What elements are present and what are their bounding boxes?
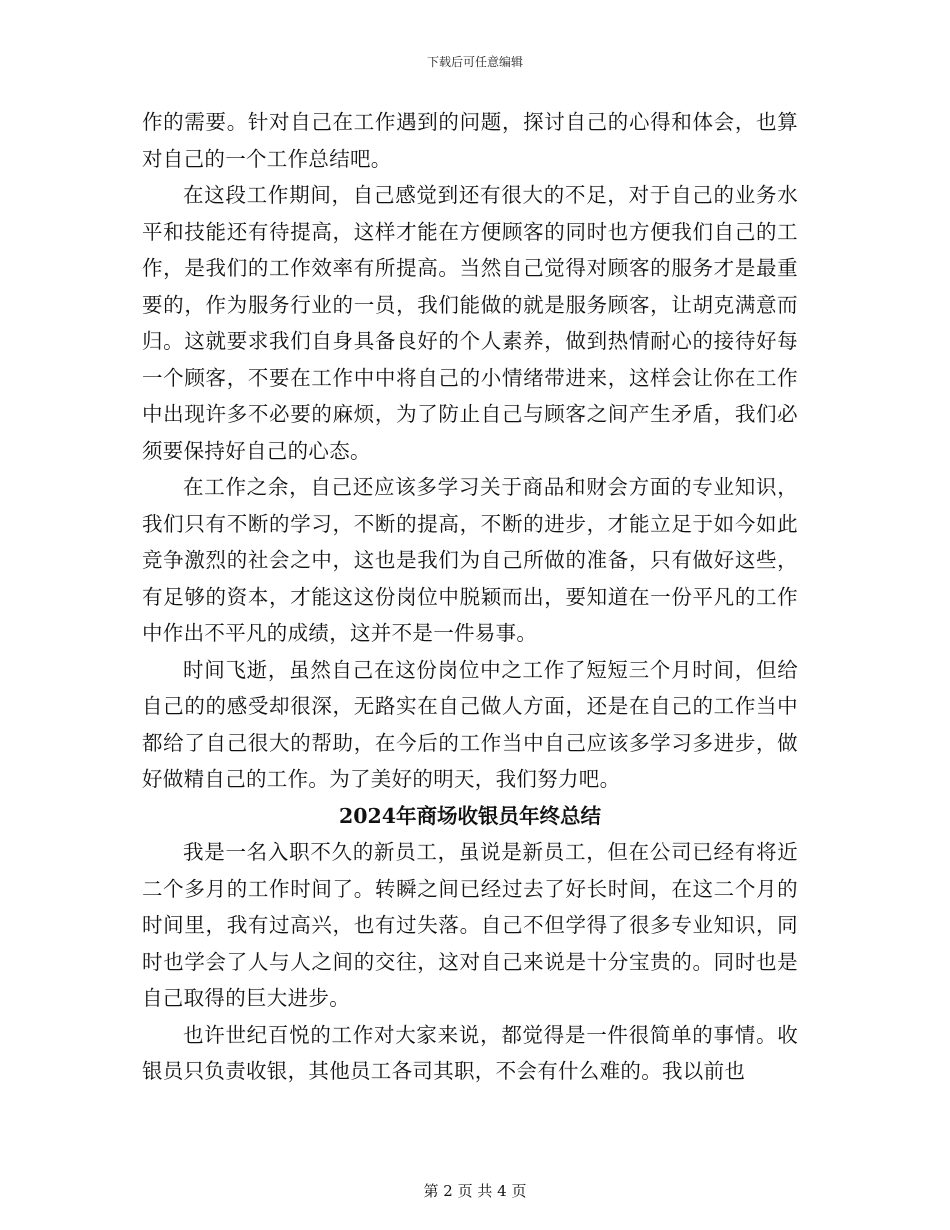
paragraph-1: 作的需要。针对自己在工作遇到的问题，探讨自己的心得和体会，也算对自己的一个工作总结吧。 (142, 110, 798, 171)
paragraph-2: 在这段工作期间，自己感觉到还有很大的不足，对于自己的业务水平和技能还有待提高，这样才能在方便顾客的同时也方便我们自己的工作，是我们的工作效率有所提高。当然自己觉得对顾客的服务才是最重要的，作为服务行业的一员，我们能做的就是服务顾客，让胡克满意而归。这就要求我们自身具备良好的个人素养，做到热情耐心的接待好每一个顾客，不要在工作中中将自己的小情绪带进来，这样会让你在工作中出现许多不必要的麻烦，为了防止自己与顾客之间产生矛盾，我们必须要保持好自己的心态。 (142, 183, 798, 463)
section-paragraph-1: 我是一名入职不久的新员工，虽说是新员工，但在公司已经有将近二个多月的工作时间了。转瞬之间已经过去了好长时间，在这二个月的时间里，我有过高兴，也有过失落。自己不但学得了很多专业知识，同时也学会了人与人之间的交往，这对自己来说是十分宝贵的。同时也是自己取得的巨大进步。 (142, 840, 798, 1010)
section-paragraph-2: 也许世纪百悦的工作对大家来说，都觉得是一件很简单的事情。收银员只负责收银，其他员工各司其职，不会有什么难的。我以前也 (142, 1022, 798, 1083)
document-body (142, 104, 798, 1090)
paragraph-3: 在工作之余，自己还应该多学习关于商品和财会方面的专业知识，我们只有不断的学习，不断的提高，不断的进步，才能立足于如今如此竞争激烈的社会之中，这也是我们为自己所做的准备，只有做好这些，有足够的资本，才能这这份岗位中脱颖而出，要知道在一份平凡的工作中作出不平凡的成绩，这并不是一件易事。 (142, 475, 798, 645)
page-footer: 第 2 页 共 4 页 (423, 1182, 527, 1200)
page-header: 下载后可任意编辑 (426, 55, 523, 69)
section-title: 2024年商场收银员年终总结 (338, 803, 602, 828)
paragraph-4: 时间飞逝，虽然自己在这份岗位中之工作了短短三个月时间，但给自己的的感受却很深，无路实在自己做人方面，还是在自己的工作当中都给了自己很大的帮助，在今后的工作当中自己应该多学习多进步，做好做精自己的工作。为了美好的明天，我们努力吧。 (142, 657, 798, 791)
